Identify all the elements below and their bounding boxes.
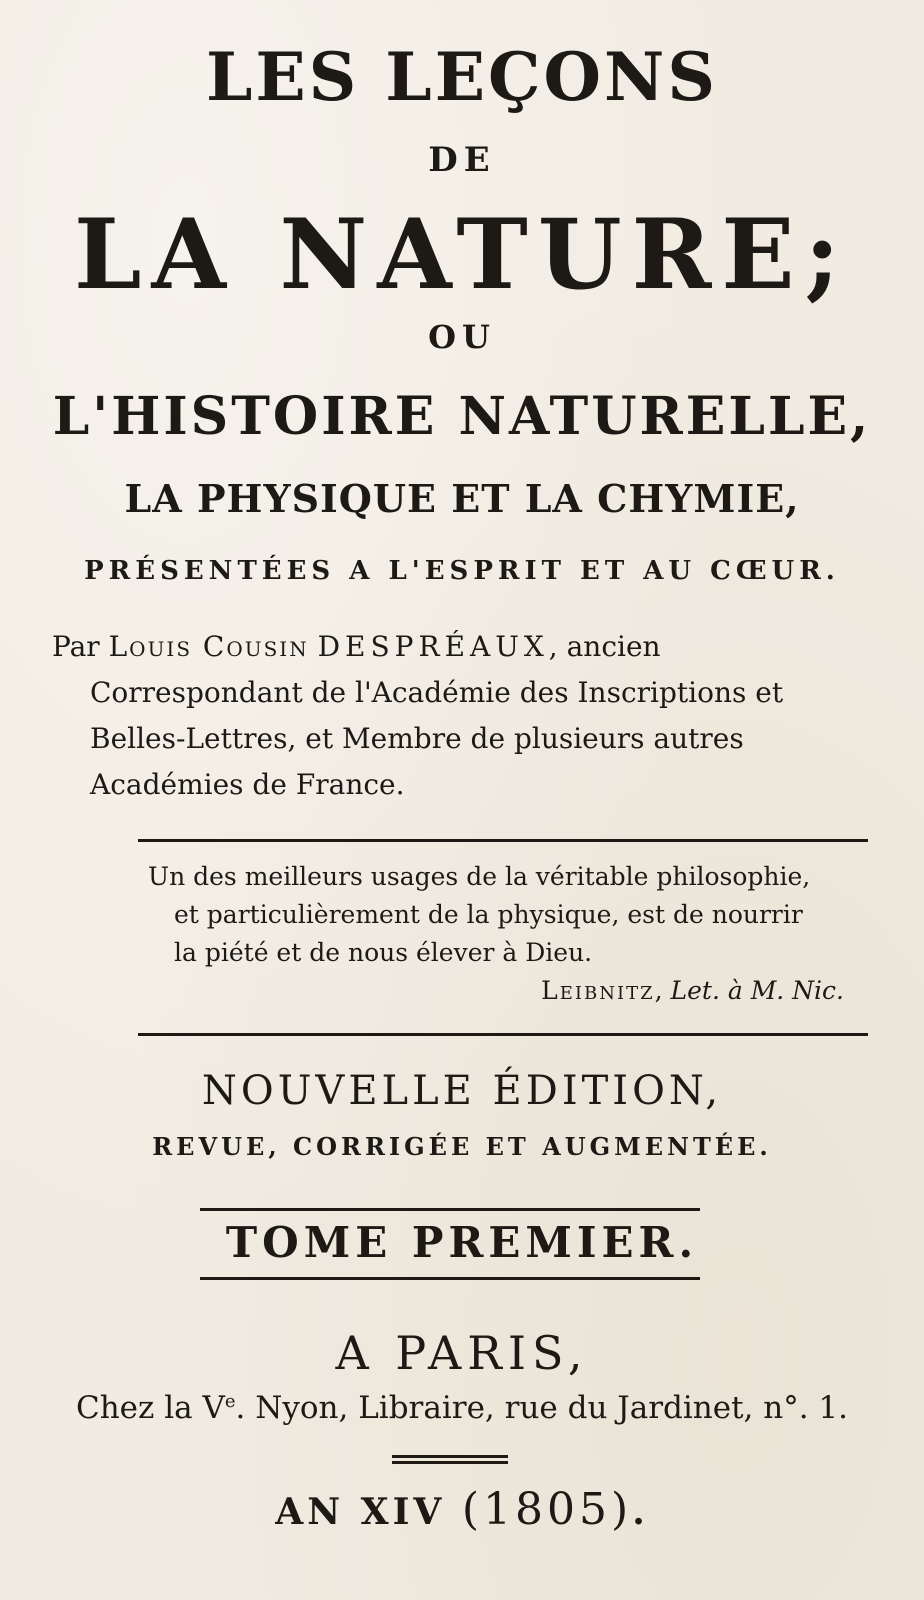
divider-rule-bottom (138, 1033, 868, 1036)
imprint-city: A PARIS, (335, 1326, 589, 1380)
author-block (52, 624, 888, 808)
publisher-post: . Nyon, Libraire, rue du Jardinet, n°. 1. (235, 1390, 848, 1426)
subtitle-line-2: LA PHYSIQUE ET LA CHYMIE, (124, 476, 800, 521)
double-rule (392, 1455, 508, 1464)
epigraph-line-1: Un des meilleurs usages de la véritable philosophie, (148, 862, 811, 891)
author-first-names: Louis Cousin (108, 630, 309, 663)
subtitle-line-1: L'HISTOIRE NATURELLE, (52, 386, 872, 447)
author-surname: DESPRÉAUX (317, 630, 549, 663)
subtitle-line-3: PRÉSENTÉES A L'ESPRIT ET AU CŒUR. (84, 556, 840, 586)
author-line-3: Belles-Lettres, et Membre de plusieurs autres (90, 722, 744, 755)
divider-rule-top (138, 839, 868, 842)
citation-separator: , (654, 976, 671, 1005)
publisher-pre: Chez la V (76, 1390, 225, 1426)
citation-author: Leibnitz (541, 976, 655, 1005)
epigraph-line-3: la piété et de nous élever à Dieu. (174, 938, 593, 967)
date-year: (1805) (461, 1484, 633, 1535)
edition-line-1: NOUVELLE ÉDITION, (201, 1068, 723, 1114)
date-suffix: . (632, 1491, 649, 1533)
author-line-1-rest: , ancien (548, 630, 661, 663)
volume-label: TOME PREMIER. (225, 1218, 699, 1267)
title-line-2: DE (428, 140, 496, 180)
author-par: Par (52, 630, 100, 663)
edition-line-2: REVUE, CORRIGÉE ET AUGMENTÉE. (152, 1132, 772, 1161)
epigraph-line-2: et particulièrement de la physique, est de nourrir (174, 900, 803, 929)
author-line-4: Académies de France. (90, 768, 405, 801)
citation-work: Let. à M. Nic. (670, 976, 844, 1005)
title-main: LA NATURE; (74, 198, 850, 311)
publication-date (0, 1484, 924, 1535)
epigraph (148, 858, 860, 1010)
author-line-1 (52, 624, 888, 670)
title-line-4: OU (428, 318, 496, 356)
title-line-1: LES LEÇONS (205, 38, 719, 116)
publisher-sup: e (224, 1391, 236, 1412)
author-line-2: Correspondant de l'Académie des Inscriptions et (90, 676, 784, 709)
epigraph-citation (148, 972, 860, 1010)
date-prefix: AN XIV (275, 1491, 462, 1533)
imprint-publisher (0, 1390, 924, 1426)
